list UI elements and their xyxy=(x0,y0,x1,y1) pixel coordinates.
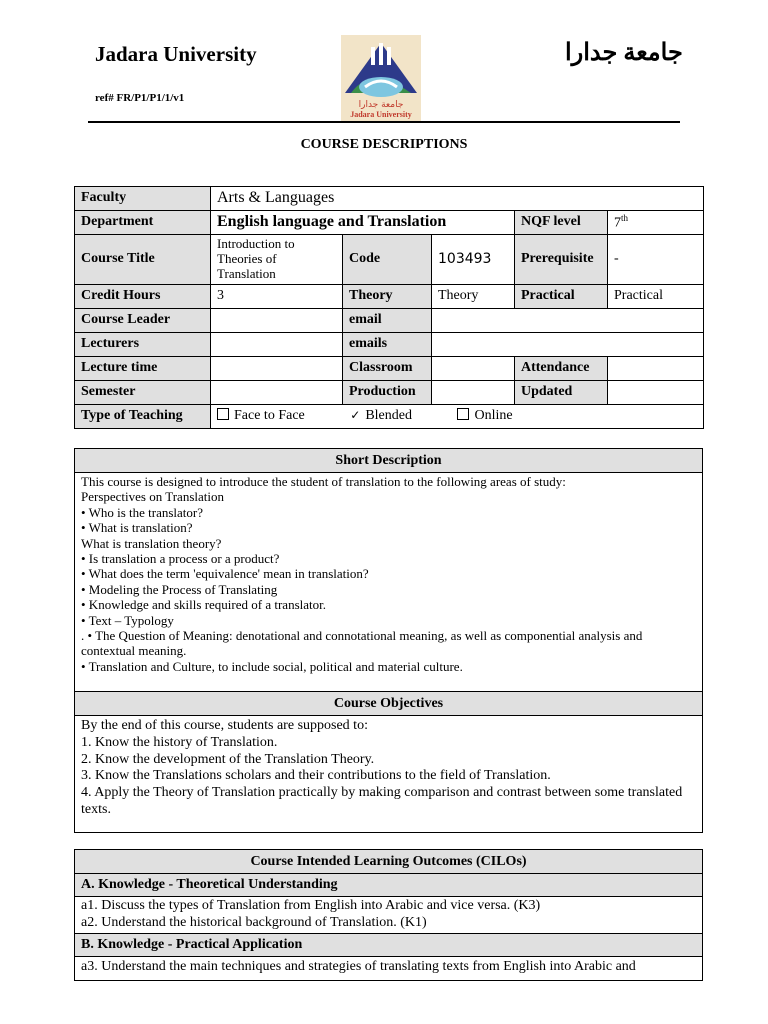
department-label: Department xyxy=(75,211,211,235)
nqf-level-label: NQF level xyxy=(515,211,608,235)
short-description-line: What is translation theory? xyxy=(81,535,222,551)
cilos-header: Course Intended Learning Outcomes (CILOs) xyxy=(75,850,702,874)
lecture-time-label: Lecture time xyxy=(75,357,211,381)
reference-number: ref# FR/P1/P1/1/v1 xyxy=(95,92,185,104)
teaching-type-options xyxy=(211,405,704,429)
cilos-section xyxy=(74,849,703,981)
classroom-value xyxy=(432,357,515,381)
theory-value: Theory xyxy=(432,285,515,309)
course-leader-value xyxy=(211,309,343,333)
teaching-option-blended[interactable]: ✓ Blended xyxy=(350,408,412,424)
email-label: email xyxy=(343,309,432,333)
cilo-line: a2. Understand the historical background of Translation. (K1) xyxy=(81,914,427,930)
header-divider xyxy=(88,121,680,123)
document-title: COURSE DESCRIPTIONS xyxy=(300,137,468,152)
cilos-section-a-body xyxy=(75,897,702,934)
semester-value xyxy=(211,381,343,405)
checkmark-icon: ✓ xyxy=(350,408,361,423)
description-section xyxy=(74,448,703,833)
course-title-value: Introduction to Theories of Translation xyxy=(211,235,343,285)
short-description-line: • Who is the translator? xyxy=(81,504,204,520)
course-title-label: Course Title xyxy=(75,235,211,285)
university-name-en: Jadara University xyxy=(95,42,257,66)
short-description-line: • What is translation? xyxy=(81,520,193,536)
teaching-option-face-to-face[interactable]: Face to Face xyxy=(217,408,305,424)
objective-line: By the end of this course, students are supposed to: xyxy=(81,718,368,733)
faculty-label: Faculty xyxy=(75,187,211,211)
credit-hours-value: 3 xyxy=(211,285,343,309)
cilos-section-a-header: A. Knowledge - Theoretical Understanding xyxy=(75,874,702,897)
code-label: Code xyxy=(343,235,432,285)
production-value xyxy=(432,381,515,405)
lecturers-label: Lecturers xyxy=(75,333,211,357)
practical-label: Practical xyxy=(515,285,608,309)
objective-line: 2. Know the development of the Translation Theory. xyxy=(81,751,375,767)
short-description-line: Perspectives on Translation xyxy=(81,489,224,505)
department-value: English language and Translation xyxy=(211,211,515,235)
lecture-time-value xyxy=(211,357,343,381)
short-description-line: • Text – Typology xyxy=(81,612,174,628)
lecturers-value xyxy=(211,333,343,357)
short-description-line: • Knowledge and skills required of a translator. xyxy=(81,597,326,613)
objective-line: 1. Know the history of Translation. xyxy=(81,734,278,750)
theory-label: Theory xyxy=(343,285,432,309)
course-objectives-body xyxy=(75,716,702,821)
prerequisite-value: - xyxy=(608,235,704,285)
emails-label: emails xyxy=(343,333,432,357)
short-description-line: This course is designed to introduce the student of translation to the following areas of study: xyxy=(81,474,566,489)
updated-label: Updated xyxy=(515,381,608,405)
course-leader-label: Course Leader xyxy=(75,309,211,333)
short-description-line: . • The Question of Meaning: denotational and connotational meaning, as well as componential analysis and contextual meaning. xyxy=(81,628,643,659)
short-description-line: • Modeling the Process of Translating xyxy=(81,581,278,597)
short-description-line: • Is translation a process or a product? xyxy=(81,551,280,567)
checkbox-icon xyxy=(457,408,469,420)
email-value xyxy=(432,309,704,333)
credit-hours-label: Credit Hours xyxy=(75,285,211,309)
cilo-line: a3. Understand the main techniques and strategies of translating texts from English into Arabic and xyxy=(81,958,636,974)
logo-text-en: Jadara University xyxy=(350,110,412,119)
checkbox-icon xyxy=(217,408,229,420)
cilos-section-b-body xyxy=(75,957,702,978)
emails-value xyxy=(432,333,704,357)
semester-label: Semester xyxy=(75,381,211,405)
course-objectives-header: Course Objectives xyxy=(75,691,702,716)
teaching-type-label: Type of Teaching xyxy=(75,405,211,429)
university-name-ar: جامعة جدارا xyxy=(565,40,683,66)
code-value: 103493 xyxy=(432,235,515,285)
short-description-header: Short Description xyxy=(75,449,702,473)
faculty-value: Arts & Languages xyxy=(211,187,704,211)
short-description-line: • What does the term 'equivalence' mean in translation? xyxy=(81,566,369,582)
production-label: Production xyxy=(343,381,432,405)
cilo-line: a1. Discuss the types of Translation from English into Arabic and vice versa. (K3) xyxy=(81,898,541,913)
university-logo xyxy=(341,35,421,121)
short-description-line: • Translation and Culture, to include social, political and material culture. xyxy=(81,658,463,674)
course-info-table xyxy=(74,186,704,429)
objective-line: 4. Apply the Theory of Translation practically by making comparison and contrast between some translated texts. xyxy=(81,785,683,817)
short-description-body xyxy=(75,473,702,691)
practical-value: Practical xyxy=(608,285,704,309)
attendance-label: Attendance xyxy=(515,357,608,381)
updated-value xyxy=(608,381,704,405)
objective-line: 3. Know the Translations scholars and their contributions to the field of Translation. xyxy=(81,768,551,784)
classroom-label: Classroom xyxy=(343,357,432,381)
logo-text-ar: جامعة جدارا xyxy=(358,100,404,110)
prerequisite-label: Prerequisite xyxy=(515,235,608,285)
teaching-option-online[interactable]: Online xyxy=(457,408,512,424)
nqf-level-value: 7th xyxy=(608,211,704,235)
cilos-section-b-header: B. Knowledge - Practical Application xyxy=(75,934,702,957)
attendance-value xyxy=(608,357,704,381)
